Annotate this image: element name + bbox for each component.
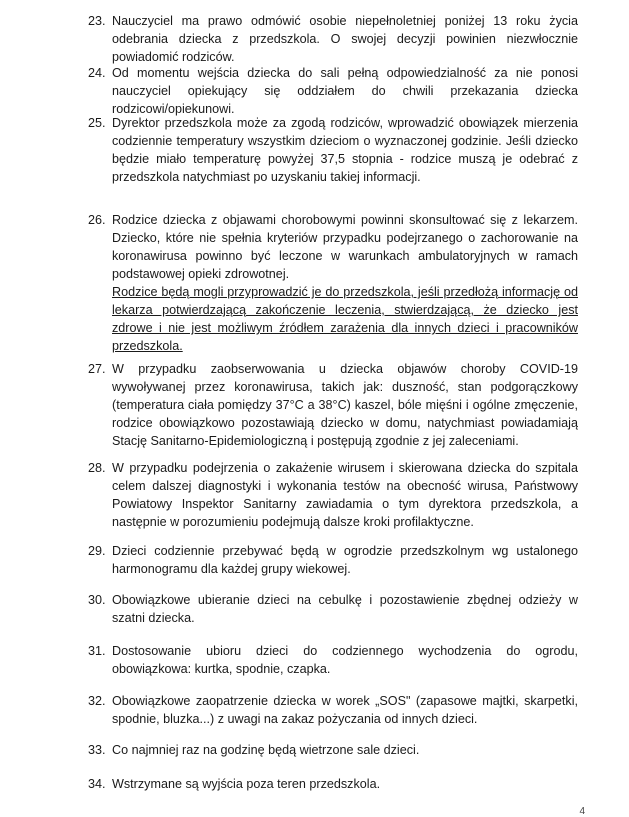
list-item-28 xyxy=(88,459,578,531)
item-number: 28. xyxy=(88,461,106,475)
item-text: Co najmniej raz na godzinę będą wietrzone sale dzieci. xyxy=(112,743,420,757)
list-item-30 xyxy=(88,591,578,627)
item-text: Dzieci codziennie przebywać będą w ogrodzie przedszkolnym wg ustalonego harmonogramu dla każdej grupy wiekowej. xyxy=(112,544,578,576)
item-number: 33. xyxy=(88,743,106,757)
list-item-31 xyxy=(88,642,578,678)
list-item-26 xyxy=(88,211,578,355)
item-text: Dostosowanie ubioru dzieci do codziennego wychodzenia do ogrodu, obowiązkowa: kurtka, spodnie, czapka. xyxy=(112,644,578,676)
item-text: W przypadku zaobserwowania u dziecka objawów choroby COVID-19 wywoływanej przez koronawirusa, takich jak: duszność, stan podgorączkowy (temperatura ciała pomiędzy 37°C a 38°C) kaszel, bóle mięśni i ogólne zmęczenie, rodzice obowiązkowo pozostawiają dziecko w domu, natychmiast powiadamiają Stację Sanitarno-Epidemiologiczną i postępują zgodnie z jej zaleceniami. xyxy=(112,362,578,448)
item-number: 25. xyxy=(88,116,106,130)
list-item-27 xyxy=(88,360,578,450)
item-text: Obowiązkowe zaopatrzenie dziecka w worek „SOS" (zapasowe majtki, skarpetki, spodnie, bluzka...) z uwagi na zakaz pożyczania od innych dzieci. xyxy=(112,694,578,726)
list-item-24 xyxy=(88,64,578,118)
item-text: Nauczyciel ma prawo odmówić osobie niepełnoletniej poniżej 13 roku życia odebrania dziecka z przedszkola. O swojej decyzji powinien niezwłocznie powiadomić rodziców. xyxy=(112,14,578,64)
item-text: Rodzice dziecka z objawami chorobowymi powinni skonsultować się z lekarzem. Dziecko, które nie spełnia kryteriów przypadku podejrzanego o zachorowanie na koronawirusa powinno być leczone w warunkach ambulatoryjnych w ramach podstawowej opieki zdrowotnej. xyxy=(112,213,578,281)
item-number: 34. xyxy=(88,777,106,791)
item-number: 23. xyxy=(88,14,106,28)
item-number: 27. xyxy=(88,362,106,376)
item-text: Wstrzymane są wyjścia poza teren przedszkola. xyxy=(112,777,381,791)
list-item-25 xyxy=(88,114,578,186)
list-item-33 xyxy=(88,741,578,759)
item-text: Dyrektor przedszkola może za zgodą rodziców, wprowadzić obowiązek mierzenia codziennie temperatury wszystkim dzieciom o wyznaczonej godzinie. Jeśli dziecko będzie miało temperaturę powyżej 37,5 stopnia - rodzice muszą je odebrać z przedszkola natychmiast po uzyskaniu takiej informacji. xyxy=(112,116,578,184)
list-item-29 xyxy=(88,542,578,578)
item-text: Obowiązkowe ubieranie dzieci na cebulkę i pozostawienie zbędnej odzieży w szatni dziecka. xyxy=(112,593,578,625)
item-number: 32. xyxy=(88,694,106,708)
item-underlined-text: Rodzice będą mogli przyprowadzić je do przedszkola, jeśli przedłożą informację od lekarza potwierdzającą zakończenie leczenia, stwierdzającą, że dziecko jest zdrowe i nie jest możliwym źródłem zarażenia dla innych dzieci i pracowników przedszkola. xyxy=(112,285,578,353)
list-item-23 xyxy=(88,12,578,66)
item-number: 26. xyxy=(88,213,106,227)
item-number: 31. xyxy=(88,644,106,658)
item-number: 24. xyxy=(88,66,106,80)
item-text: Od momentu wejścia dziecka do sali pełną odpowiedzialność za nie ponosi nauczyciel opiekujący się oddziałem do chwili przekazania dziecka rodzicowi/opiekunowi. xyxy=(112,66,578,116)
list-item-32 xyxy=(88,692,578,728)
item-text: W przypadku podejrzenia o zakażenie wirusem i skierowana dziecka do szpitala celem dalszej diagnostyki i wykonania testów na obecność wirusa, Państwowy Powiatowy Inspektor Sanitarny zawiadamia o tym dyrektora przedszkola, a następnie w porozumieniu podejmują dalsze kroki profilaktyczne. xyxy=(112,461,578,529)
item-number: 29. xyxy=(88,544,106,558)
list-item-34 xyxy=(88,775,578,793)
page-number: 4 xyxy=(579,806,585,817)
item-number: 30. xyxy=(88,593,106,607)
